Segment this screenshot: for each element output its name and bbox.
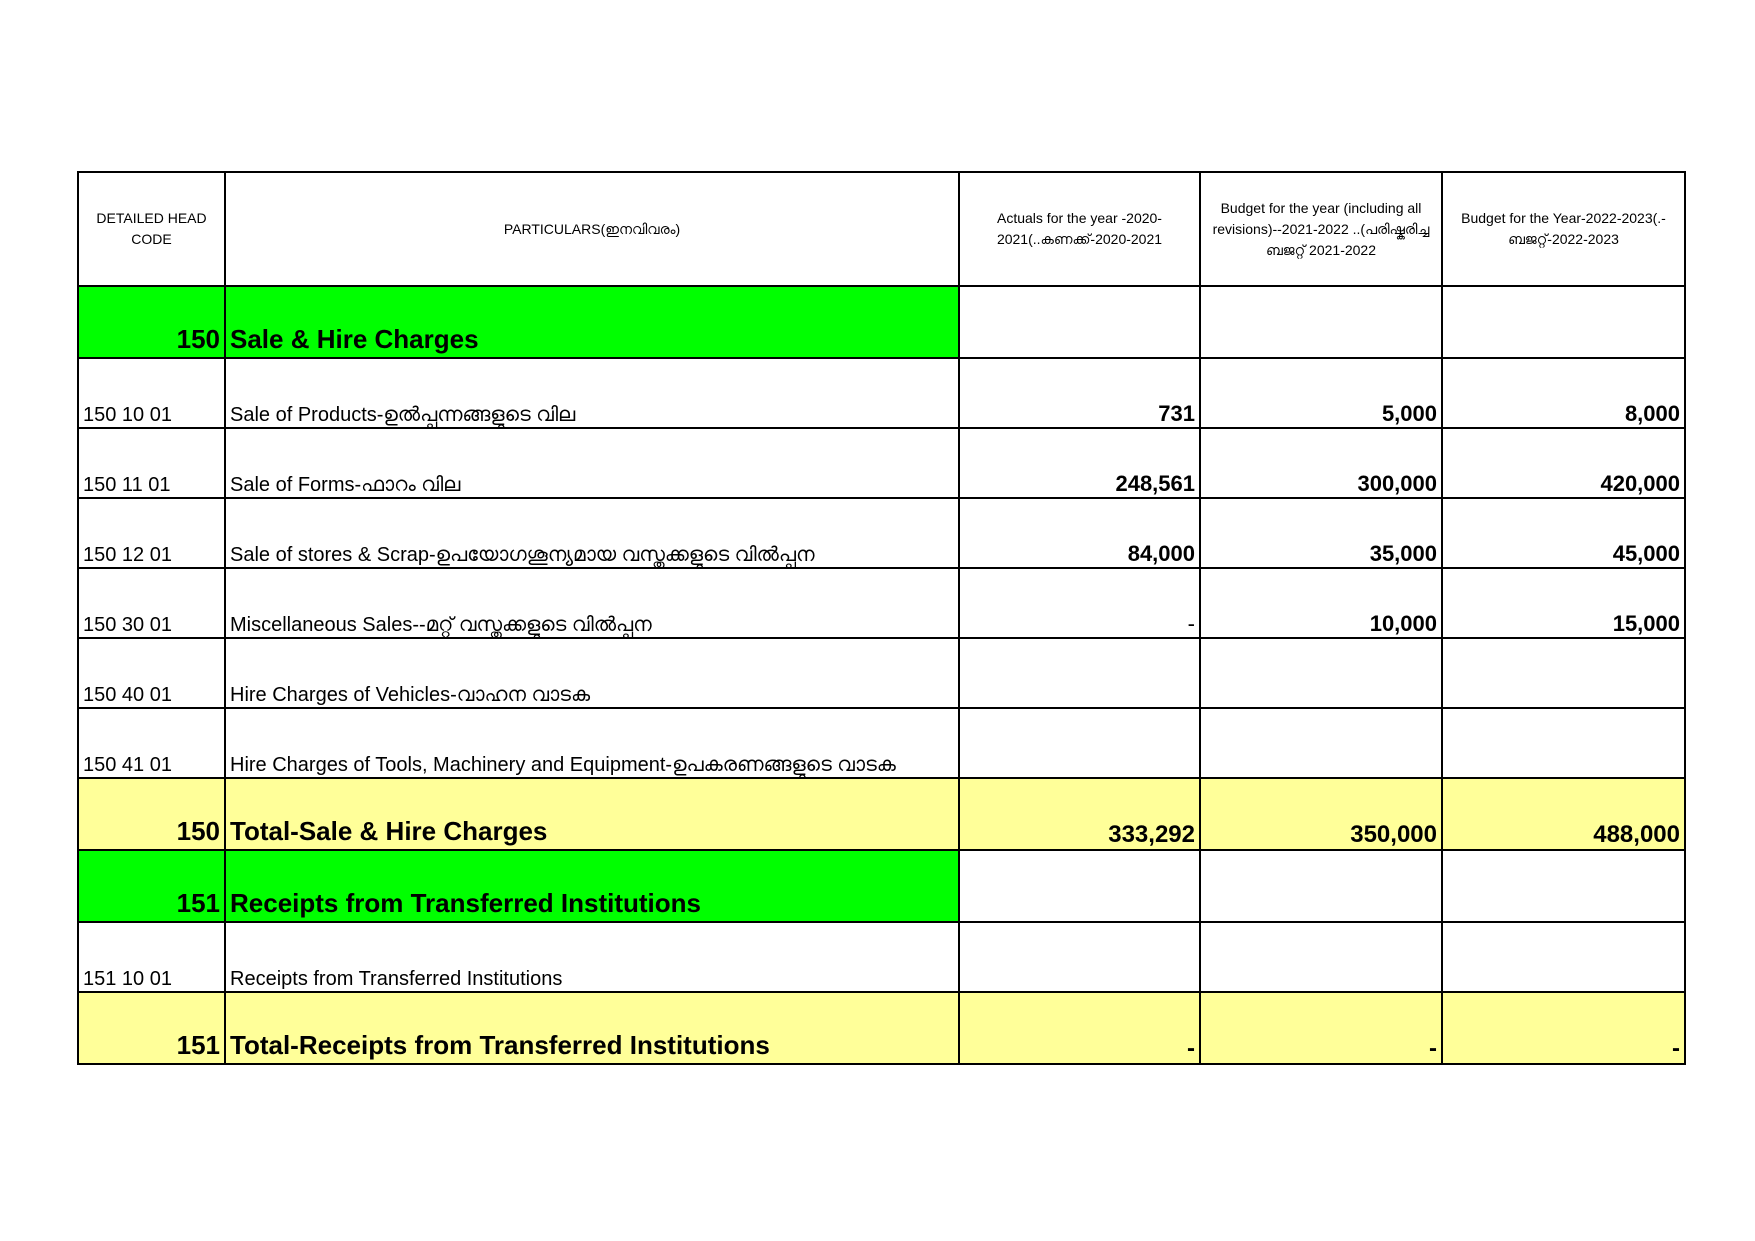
header-code: DETAILED HEAD CODE xyxy=(78,172,225,286)
row-budget-next: 45,000 xyxy=(1442,498,1685,568)
row-particulars: Receipts from Transferred Institutions xyxy=(225,850,959,922)
total-row xyxy=(78,992,1685,1064)
row-code: 151 xyxy=(78,850,225,922)
row-particulars: Sale of Products-ഉൽപ്പന്നങ്ങളുടെ വില xyxy=(225,358,959,428)
row-budget-current xyxy=(1200,286,1442,358)
row-budget-next xyxy=(1442,850,1685,922)
row-particulars: Sale & Hire Charges xyxy=(225,286,959,358)
row-budget-current: 300,000 xyxy=(1200,428,1442,498)
row-code: 150 41 01 xyxy=(78,708,225,778)
row-particulars: Sale of Forms-ഫാറം വില xyxy=(225,428,959,498)
table-row xyxy=(78,498,1685,568)
section-row xyxy=(78,850,1685,922)
row-actuals: - xyxy=(959,992,1200,1064)
row-actuals xyxy=(959,638,1200,708)
row-particulars: Miscellaneous Sales--മറ്റ് വസ്തുക്കളുടെ വിൽപ്പന xyxy=(225,568,959,638)
budget-table xyxy=(77,171,1686,1065)
row-budget-current xyxy=(1200,638,1442,708)
row-budget-next: - xyxy=(1442,992,1685,1064)
row-budget-current: 5,000 xyxy=(1200,358,1442,428)
row-actuals xyxy=(959,922,1200,992)
table-row xyxy=(78,428,1685,498)
row-particulars: Total-Sale & Hire Charges xyxy=(225,778,959,850)
row-budget-next: 8,000 xyxy=(1442,358,1685,428)
row-actuals xyxy=(959,286,1200,358)
row-code: 150 12 01 xyxy=(78,498,225,568)
row-particulars: Hire Charges of Tools, Machinery and Equipment-ഉപകരണങ്ങളുടെ വാടക xyxy=(225,708,959,778)
row-budget-current xyxy=(1200,922,1442,992)
row-budget-next: 15,000 xyxy=(1442,568,1685,638)
header-budget-current: Budget for the year (including all revisions)--2021-2022 ..(പരിഷ്കരിച്ച ബജറ്റ് 2021-2022 xyxy=(1200,172,1442,286)
row-actuals: 731 xyxy=(959,358,1200,428)
header-particulars: PARTICULARS(ഇനവിവരം) xyxy=(225,172,959,286)
table-row xyxy=(78,568,1685,638)
row-actuals xyxy=(959,850,1200,922)
row-budget-next: 420,000 xyxy=(1442,428,1685,498)
table-row xyxy=(78,708,1685,778)
table-row xyxy=(78,922,1685,992)
row-actuals: 84,000 xyxy=(959,498,1200,568)
total-row xyxy=(78,778,1685,850)
row-code: 150 11 01 xyxy=(78,428,225,498)
row-actuals xyxy=(959,708,1200,778)
row-code: 150 40 01 xyxy=(78,638,225,708)
row-code: 150 xyxy=(78,286,225,358)
header-row xyxy=(78,172,1685,286)
row-budget-current xyxy=(1200,850,1442,922)
row-budget-current: 10,000 xyxy=(1200,568,1442,638)
row-particulars: Total-Receipts from Transferred Institutions xyxy=(225,992,959,1064)
row-actuals: 248,561 xyxy=(959,428,1200,498)
row-code: 150 10 01 xyxy=(78,358,225,428)
table-row xyxy=(78,358,1685,428)
section-row xyxy=(78,286,1685,358)
header-budget-next: Budget for the Year-2022-2023(.-ബജറ്റ്-2022-2023 xyxy=(1442,172,1685,286)
row-budget-current: - xyxy=(1200,992,1442,1064)
row-budget-next xyxy=(1442,638,1685,708)
row-budget-next xyxy=(1442,708,1685,778)
row-particulars: Receipts from Transferred Institutions xyxy=(225,922,959,992)
row-actuals: - xyxy=(959,568,1200,638)
row-budget-next xyxy=(1442,286,1685,358)
row-budget-current xyxy=(1200,708,1442,778)
row-budget-current: 35,000 xyxy=(1200,498,1442,568)
row-particulars: Sale of stores & Scrap-ഉപയോഗശൂന്യമായ വസ്തുക്കളുടെ വിൽപ്പന xyxy=(225,498,959,568)
row-budget-next xyxy=(1442,922,1685,992)
row-budget-current: 350,000 xyxy=(1200,778,1442,850)
row-budget-next: 488,000 xyxy=(1442,778,1685,850)
header-actuals: Actuals for the year -2020-2021(..കണക്ക്-2020-2021 xyxy=(959,172,1200,286)
row-actuals: 333,292 xyxy=(959,778,1200,850)
row-code: 150 30 01 xyxy=(78,568,225,638)
row-particulars: Hire Charges of Vehicles-വാഹന വാടക xyxy=(225,638,959,708)
row-code: 151 xyxy=(78,992,225,1064)
row-code: 151 10 01 xyxy=(78,922,225,992)
table-row xyxy=(78,638,1685,708)
row-code: 150 xyxy=(78,778,225,850)
